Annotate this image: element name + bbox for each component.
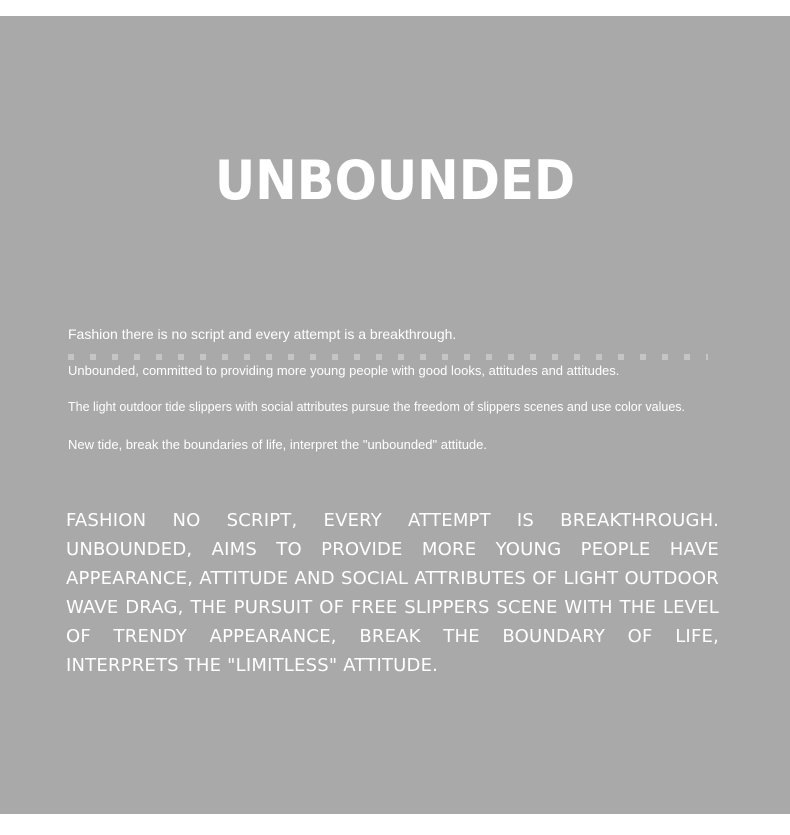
english-description-paragraph: FASHION NO SCRIPT, EVERY ATTEMPT IS BREAKTHROUGH. UNBOUNDED, AIMS TO PROVIDE MORE YOUNG PEOPLE HAVE APPEARANCE, ATTITUDE AND SOCIAL ATTRIBUTES OF LIGHT OUTDOOR WAVE DRAG, THE PURSUIT OF FREE SLIPPERS SCENE WITH THE LEVEL OF TRENDY APPEARANCE, BREAK THE BOUNDARY OF LIFE, INTERPRETS THE "LIMITLESS" ATTITUDE.	[66, 510, 719, 676]
intro-line-2: Unbounded, committed to providing more young people with good looks, attitudes and attitudes.	[68, 363, 620, 378]
intro-line-3: The light outdoor tide slippers with social attributes pursue the freedom of slippers scenes and use color values.	[68, 400, 685, 414]
page-title: UNBOUNDED	[214, 149, 576, 212]
intro-line-4: New tide, break the boundaries of life, interpret the "unbounded" attitude.	[68, 437, 488, 452]
content-panel	[0, 16, 790, 814]
faded-text-artifact	[68, 354, 708, 360]
intro-line-1: Fashion there is no script and every attempt is a breakthrough.	[68, 326, 457, 342]
